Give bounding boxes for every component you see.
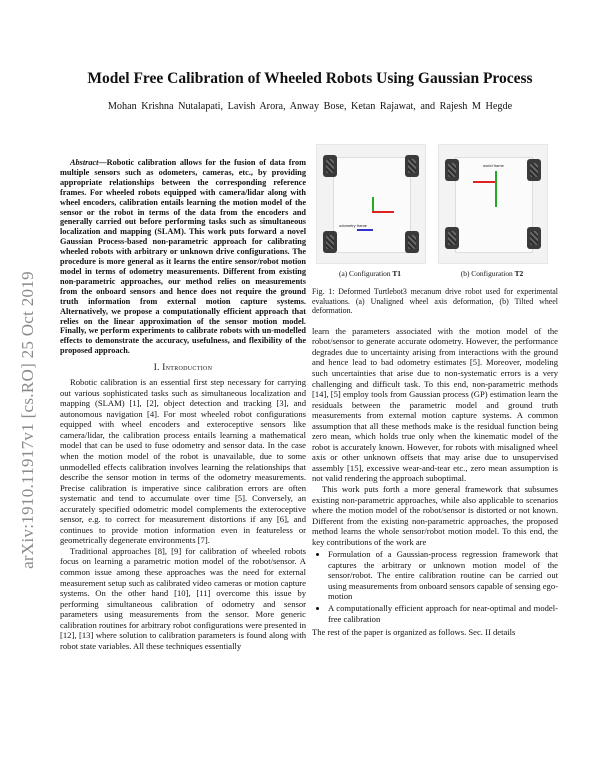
closing-paragraph: The rest of the paper is organized as follows. Sec. II details (312, 627, 516, 638)
frame-axis-y (495, 171, 497, 207)
figure-image-config-t2 (438, 144, 548, 264)
wheel-icon (445, 159, 459, 181)
left-column (60, 158, 306, 651)
wheel-icon (445, 227, 459, 249)
arxiv-id: arXiv:1910.11917v1 [cs.RO] 25 Oct 2019 (18, 271, 37, 569)
frame-axis-x (372, 211, 394, 213)
wheel-icon (405, 155, 419, 177)
right-paragraph-2: This work puts forth a more general framework that subsumes existing non-parametric approaches, while also applicable to scenarios where the motion model of the robot/sensor is distorted or not known. Different from the existing non-parametric approaches, the proposed method learns the whole sensor/robot motion model. To this end, the key contributions of the work are (312, 483, 558, 547)
section-heading-introduction: I. Introduction (153, 362, 213, 373)
subcaption-b: (b) Configuration T2 (460, 269, 524, 278)
frame-axis-x (473, 181, 495, 183)
abstract (60, 158, 306, 356)
wheel-icon (323, 155, 337, 177)
abstract-text: —Robotic calibration allows for the fusion of data from multiple sensors such as odometers, cameras, etc., by providing appropriate relationships between the corresponding reference frames. For wheeled robots equipped with camera/lidar along with wheel encoders, calibration entails learning the motion model of the sensor or the robot in terms of the data from the encoders and generally carried out before performing tasks such as simultaneous localization and mapping (SLAM). This work puts forward a novel Gaussian Process-based non-parametric approach for calibrating wheeled robots with arbitrary or unknown drive configurations. The procedure is more general as it learns the entire sensor/robot motion model in terms of odometry measurements. Different from existing non-parametric approaches, our method relies on measurements from the onboard sensors and hence does not require the ground truth information from external motion capture systems. Alternatively, we propose a computationally efficient approach that relies on the linear approximation of the sensor motion model. Finally, we perform experiments to calibrate robots with un-modelled effects to demonstrate the accuracy, usefulness, and flexibility of the proposed approach. (60, 158, 306, 356)
list-item: • A computationally efficient approach for near-optimal and model-free calibration (328, 603, 558, 624)
contribution-list (312, 549, 558, 624)
intro-paragraph-1: Robotic calibration is an essential first step necessary for carrying out various sophisticated tasks such as simultaneous localization and mapping (SLAM) [1], [2], object detection and tracking [3], and autonomous navigation [4]. For most wheeled robot configurations equipped with wheel encoders and exteroceptive sensors like camera/lidar, the calibration process entails learning a mathematical model that can be used to fuse odometry and sensor data. In the case when the motion model of the robot is unavailable, due to some unmodelled effects calibration involves learning the relationships that describe the sensor motion in terms of the odometry measurements. Precise calibration is imperative since calibration errors are often systematic and tend to accumulate over time [5]. Conversely, an accurately specified odometric model complements the exteroceptive sensor, e.g. to correct for measurement distortions if any [6], and continues to provide motion information even in featureless or geometrically degenerate environments [7]. (60, 377, 306, 546)
figure-image-config-t1 (316, 144, 426, 264)
right-column (312, 140, 558, 638)
figure-1 (312, 140, 558, 278)
paper-title: Model Free Calibration of Wheeled Robots Using Gaussian Process (87, 70, 533, 87)
abstract-label: Abstract (70, 158, 99, 167)
frame-axis-z (357, 229, 373, 231)
robot-chassis (455, 157, 533, 253)
arxiv-watermark (8, 210, 48, 630)
list-item: • Formulation of a Gaussian-process regression framework that captures the arbitrary or unknown motion model of the sensor/robot. The entire calibration routine can be carried out using measurements from onboard sensors capable of sensing ego-motion (328, 549, 558, 602)
frame-label: odometry frame (339, 223, 368, 228)
wheel-icon (405, 231, 419, 253)
frame-label: world frame (483, 163, 504, 168)
wheel-icon (323, 231, 337, 253)
wheel-icon (527, 159, 541, 181)
subcaption-a: (a) Configuration T1 (339, 269, 401, 278)
wheel-icon (527, 227, 541, 249)
right-paragraph-1: learn the parameters associated with the motion model of the robot/sensor to generate accurate odometry. However, the performance degrades due to uncertainty arising from interactions with the ground and hence lead to bad odometry estimates [5]. Moreover, modeling such uncertainties that arise due to non-systematic errors is a very challenging and difficult task. To this end, non-parametric methods [14], [5] employ tools from Gaussian process (GP) estimation learn the residuals between the parametric model and ground truth measurements from external motion capture systems. A common assumption that all these methods make is the residual function being zero mean, which holds true only when the kinematic model of the robot is accurately known. However, for robots with misaligned wheel axis or other unknown offsets that may arise due to unsupervised assembly [15], excessive wear-and-tear etc., zero mean assumption is not valid rendering the approach suboptimal. (312, 325, 558, 484)
author-list: Mohan Krishna Nutalapati, Lavish Arora, Anway Bose, Ketan Rajawat, and Rajesh M Hegde (107, 101, 513, 112)
intro-paragraph-2: Traditional approaches [8], [9] for calibration of wheeled robots focus on learning a parametric motion model of the robot/sensor. A common issue among these approaches was the need for external measurement setup such as calibrated video cameras or motion capture systems. On the other hand [10], [11] overcome this issue by performing simultaneous calibration of odometry and sensor parameters using measurements from the sensor. More generic calibration routines for arbitrary robot configurations were presented in [12], [13] where solution to calibration parameters is found along with robot state variables. All these techniques essentially (60, 545, 306, 651)
figure-caption: Fig. 1: Deformed Turtlebot3 mecanum drive robot used for experimental evaluations. (a) Unaligned wheel axis deformation, (b) Tilted wheel deformation. (312, 287, 558, 316)
